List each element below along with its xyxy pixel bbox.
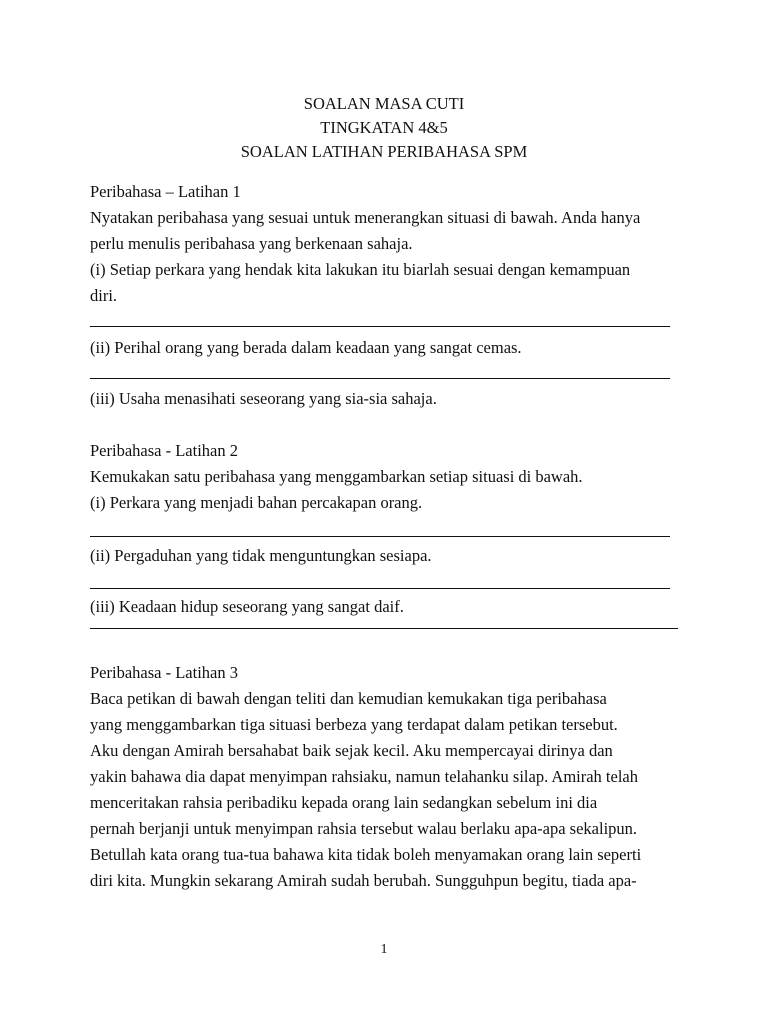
latihan3-passage-line: Aku dengan Amirah bersahabat baik sejak kecil. Aku mempercayai dirinya dan [90, 741, 613, 760]
latihan1-answer-line2[interactable] [90, 378, 670, 379]
latihan3-passage-line: Betullah kata orang tua-tua bahawa kita tidak boleh menyamakan orang lain seperti [90, 845, 642, 864]
header-subtitle: SOALAN LATIHAN PERIBAHASA SPM [240, 142, 528, 161]
page-number: 1 [380, 942, 388, 957]
latihan2-answer-line3[interactable] [90, 628, 678, 629]
latihan3-passage-line: diri kita. Mungkin sekarang Amirah sudah berubah. Sungguhpun begitu, tiada apa- [90, 871, 637, 890]
latihan2-answer-line1[interactable] [90, 536, 670, 537]
header-title: SOALAN MASA CUTI [303, 94, 465, 113]
latihan1-instruction-line2: perlu menulis peribahasa yang berkenaan sahaja. [90, 234, 413, 253]
latihan1-title: Peribahasa – Latihan 1 [90, 182, 241, 201]
document-header [0, 92, 768, 164]
latihan2-title: Peribahasa - Latihan 2 [90, 441, 238, 460]
latihan3-passage-line: menceritakan rahsia peribadiku kepada orang lain sedangkan sebelum ini dia [90, 793, 598, 812]
latihan3-passage-line: yakin bahawa dia dapat menyimpan rahsiaku, namun telahanku silap. Amirah telah [90, 767, 638, 786]
latihan3-passage-line: pernah berjanji untuk menyimpan rahsia tersebut walau berlaku apa-apa sekalipun. [90, 819, 638, 838]
latihan2-answer-line2[interactable] [90, 588, 670, 589]
latihan1-question1-line1: (i) Setiap perkara yang hendak kita lakukan itu biarlah sesuai dengan kemampuan [90, 260, 631, 279]
latihan3-passage-line: yang menggambarkan tiga situasi berbeza yang terdapat dalam petikan tersebut. [90, 715, 618, 734]
header-form-level: TINGKATAN 4&5 [320, 118, 448, 137]
latihan3-passage-line: Baca petikan di bawah dengan teliti dan kemudian kemukakan tiga peribahasa [90, 689, 607, 708]
latihan2-instruction: Kemukakan satu peribahasa yang menggambarkan setiap situasi di bawah. [90, 467, 583, 486]
latihan2-question3: (iii) Keadaan hidup seseorang yang sangat daif. [90, 597, 404, 616]
latihan1-answer-line1[interactable] [90, 326, 670, 327]
latihan1-question1-line2: diri. [90, 286, 118, 305]
latihan1-question3: (iii) Usaha menasihati seseorang yang sia-sia sahaja. [90, 389, 437, 408]
latihan3-title: Peribahasa - Latihan 3 [90, 663, 238, 682]
latihan1-instruction-line1: Nyatakan peribahasa yang sesuai untuk menerangkan situasi di bawah. Anda hanya [90, 208, 641, 227]
latihan2-question2: (ii) Pergaduhan yang tidak menguntungkan sesiapa. [90, 546, 432, 565]
latihan2-question1: (i) Perkara yang menjadi bahan percakapan orang. [90, 493, 423, 512]
latihan1-question2: (ii) Perihal orang yang berada dalam keadaan yang sangat cemas. [90, 338, 522, 357]
